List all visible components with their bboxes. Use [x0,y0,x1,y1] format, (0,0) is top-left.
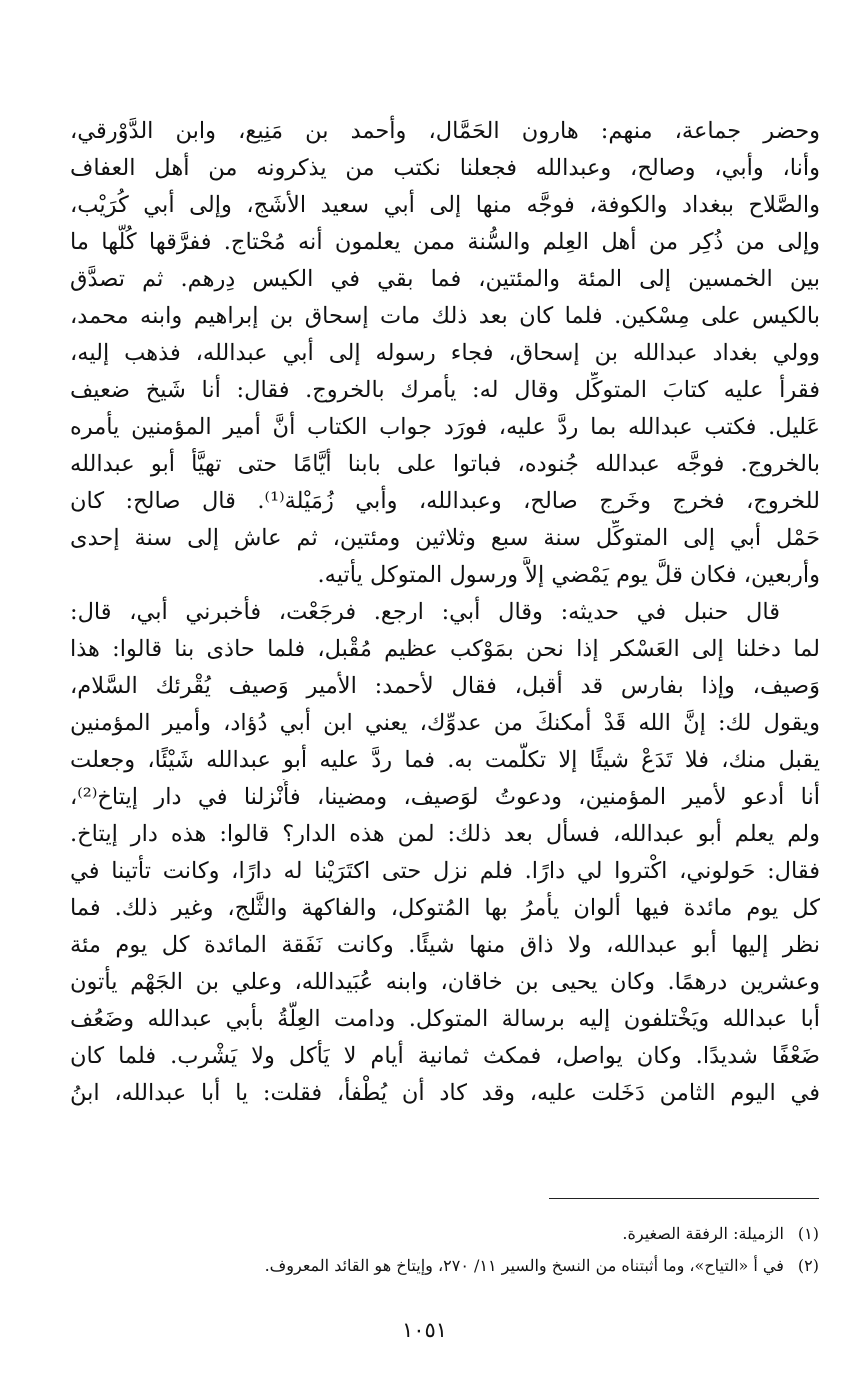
text-line: قال حنبل في حديثه: وقال أبي: ارجع. فرجَعْت، فأخبرني أبي، قال: [70,599,780,625]
text-line: حَمْل أبي إلى المتوكِّل سنة سبع وثلاثين ومئتين، ثم عاش إلى سنة إحدى [70,525,820,551]
text-line: فقرأ عليه كتابَ المتوكِّل وقال له: يأمرك بالخروج. فقال: أنا شَيخ ضعيف [70,377,820,403]
footnote-divider [549,1198,819,1199]
footnote-number: (٢) [797,1256,819,1275]
text-line: يقبل منك، فلا تَدَعْ شيئًا إلا تكلَّمت به. فما ردَّ عليه أبو عبدالله شَيْئًا، وجعلت [70,747,820,773]
footnote-number: (١) [797,1224,819,1243]
text-line: بالكيس على مِسْكين. فلما كان بعد ذلك مات إسحاق بن إبراهيم وابنه محمد، [70,303,820,329]
text-line: عَليل. فكتب عبدالله بما ردَّ عليه، فورَد جواب الكتاب أنَّ أمير المؤمنين يأمره [70,414,820,440]
page-number: ١٠٥١ [401,1318,448,1342]
text-line: لما دخلنا إلى العَسْكر إذا نحن بمَوْكب عظيم مُقْبل، فلما حاذى بنا قالوا: هذا [70,636,820,662]
text-line: ولم يعلم أبو عبدالله، فسأل بعد ذلك: لمن هذه الدار؟ قالوا: هذه دار إيتاخ. [70,821,820,847]
text-line: وولي بغداد عبدالله بن إسحاق، فجاء رسوله إلى أبي عبدالله، فذهب إليه، [70,340,820,366]
text-line: أبا عبدالله ويَخْتلفون إليه برسالة المتوكل. ودامت العِلَّةُ بأبي عبدالله وضَعُف [70,1006,820,1032]
text-line: كل يوم مائدة فيها ألوان يأمرُ بها المُتوكل، والفاكهة والثَّلج، وغير ذلك. فما [70,895,820,921]
text-line: ضَعْفًا شديدًا. وكان يواصل، فمكث ثمانية أيام لا يَأكل ولا يَشْرب. فلما كان [70,1043,820,1069]
footnote-text: في أ «التياح»، وما أثبتناه من النسخ والسير ١١/ ٢٧٠، وإيتاخ هو القائد المعروف. [264,1256,784,1275]
text-line: للخروج، فخرج وخَرج صالح، وعبدالله، وأبي زُمَيْلة⁽¹⁾. قال صالح: كان [70,488,820,514]
text-line: فقال: حَولوني، اكْتروا لي دارًا. فلم نزل حتى اكتَرَيْنا له دارًا، وكانت تأتينا في [70,858,820,884]
text-line: نظر إليها أبو عبدالله، ولا ذاق منها شيئًا. وكانت نَفَقة المائدة كل يوم مئة [70,932,820,958]
text-line: وإلى من ذُكِر من أهل العِلم والسُّنة ممن يعلمون أنه مُحْتاج. ففرَّقها كُلَّها ما [70,229,820,255]
text-line: وأربعين، فكان قلَّ يوم يَمْضي إلاَّ ورسول المتوكل يأتيه. [317,562,820,588]
text-line: وحضر جماعة، منهم: هارون الحَمَّال، وأحمد بن مَنِيع، وابن الدَّوْرقي، [70,118,820,144]
text-line: في اليوم الثامن دَخَلت عليه، وقد كاد أن يُطْفأ، فقلت: يا أبا عبدالله، ابنُ [70,1080,820,1106]
text-line: وَصيف، وإذا بفارس قد أقبل، فقال لأحمد: الأمير وَصيف يُقْرئك السَّلام، [70,673,820,699]
footnotes [59,1218,819,1282]
footnote-2 [59,1250,819,1282]
text-line: ويقول لك: إنَّ الله قَدْ أمكنكَ من عدوِّك، يعني ابن أبي دُؤاد، وأمير المؤمنين [70,710,820,736]
text-line: بالخروج. فوجَّه عبدالله جُنوده، فباتوا على بابنا أيَّامًا حتى تهيَّأ أبو عبدالله [70,451,820,477]
text-line: والصَّلاح ببغداد والكوفة، فوجَّه منها إلى أبي سعيد الأشَج، وإلى أبي كُرَيْب، [70,192,820,218]
main-text [70,113,820,1112]
text-line: بين الخمسين إلى المئة والمئتين، فما بقي في الكيس دِرهم. ثم تصدَّق [70,266,820,292]
footnote-1 [59,1218,819,1250]
text-line: أنا أدعو لأمير المؤمنين، ودعوتُ لوَصيف، ومضينا، فأُنْزلنا في دار إيتاخ⁽²⁾، [70,784,820,810]
footnote-text: الزميلة: الرفقة الصغيرة. [622,1224,784,1243]
text-line: وعشرين درهمًا. وكان يحيى بن خاقان، وابنه عُبَيدالله، وعلي بن الجَهْم يأتون [70,969,820,995]
text-line: وأنا، وأبي، وصالح، وعبدالله فجعلنا نكتب من يذكرونه من أهل العفاف [70,155,820,181]
